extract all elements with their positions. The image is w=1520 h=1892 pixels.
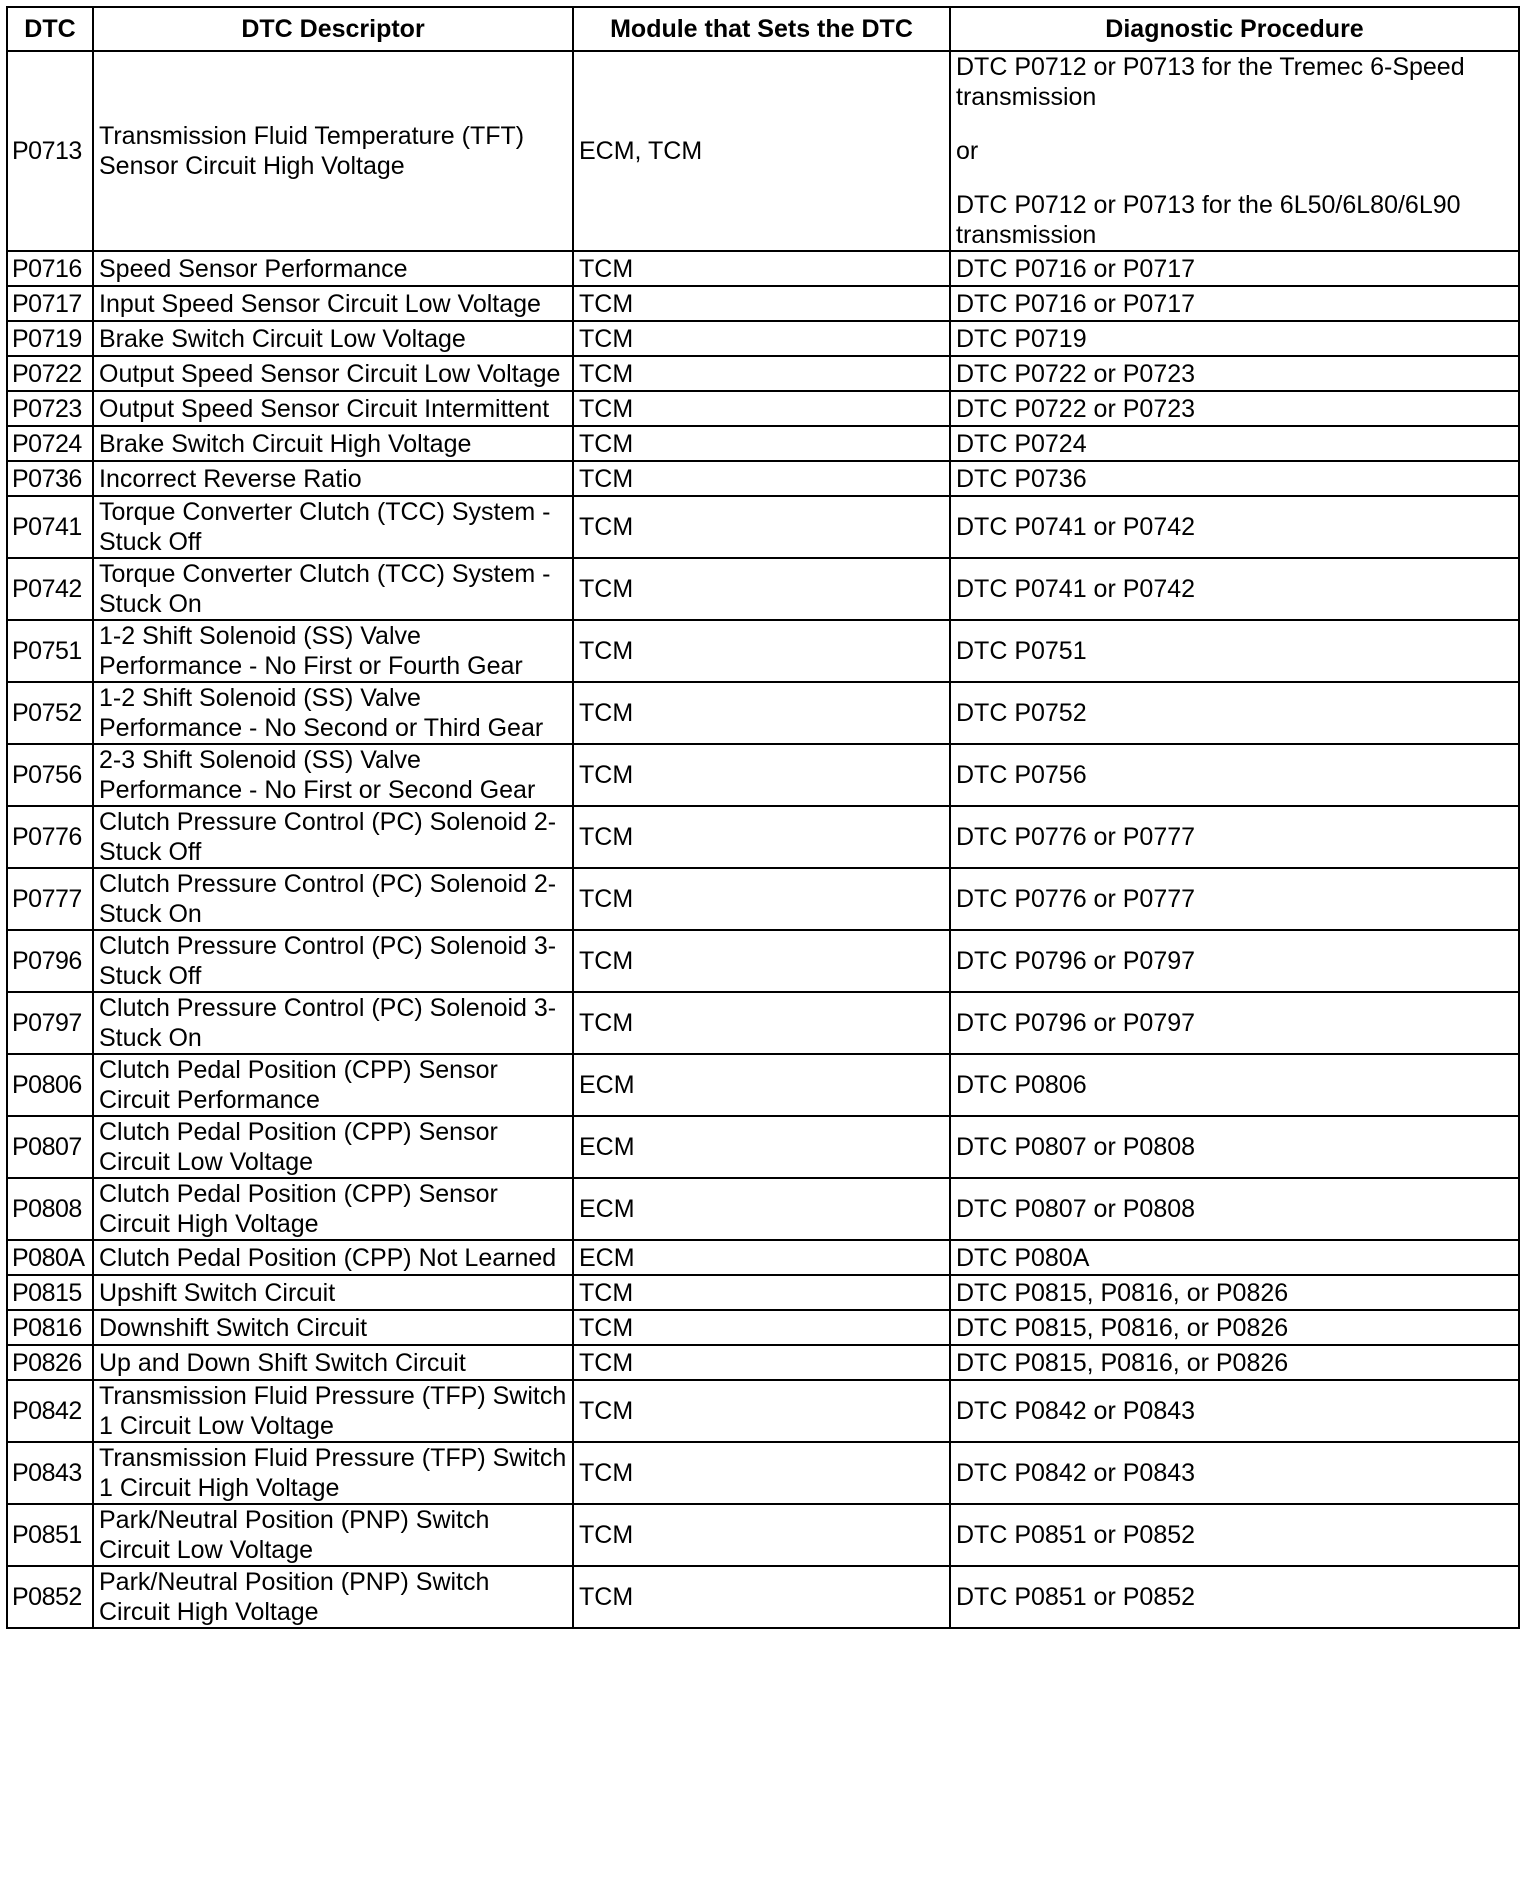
cell-procedure — [950, 744, 1519, 806]
cell-procedure — [950, 930, 1519, 992]
cell-dtc: P0741 — [7, 496, 93, 558]
table-row — [7, 1054, 1519, 1116]
cell-module: TCM — [573, 868, 950, 930]
cell-dtc: P0776 — [7, 806, 93, 868]
cell-descriptor: Input Speed Sensor Circuit Low Voltage — [93, 286, 573, 321]
table-row — [7, 461, 1519, 496]
cell-descriptor: Torque Converter Clutch (TCC) System - Stuck Off — [93, 496, 573, 558]
cell-descriptor: Downshift Switch Circuit — [93, 1310, 573, 1345]
procedure-text: DTC P0751 — [956, 637, 1087, 665]
cell-module: TCM — [573, 1566, 950, 1628]
table-row — [7, 620, 1519, 682]
cell-descriptor: Clutch Pressure Control (PC) Solenoid 2-Stuck Off — [93, 806, 573, 868]
cell-dtc: P0756 — [7, 744, 93, 806]
procedure-text: DTC P0752 — [956, 699, 1087, 727]
cell-module: TCM — [573, 426, 950, 461]
cell-descriptor: 1-2 Shift Solenoid (SS) Valve Performance - No First or Fourth Gear — [93, 620, 573, 682]
cell-procedure — [950, 620, 1519, 682]
cell-module: ECM — [573, 1178, 950, 1240]
cell-module: TCM — [573, 1275, 950, 1310]
table-row — [7, 1275, 1519, 1310]
procedure-text: DTC P0851 or P0852 — [956, 1583, 1196, 1611]
procedure-text: DTC P0842 or P0843 — [956, 1397, 1196, 1425]
table-row — [7, 391, 1519, 426]
cell-procedure — [950, 1275, 1519, 1310]
cell-dtc: P0852 — [7, 1566, 93, 1628]
cell-dtc: P0717 — [7, 286, 93, 321]
procedure-text: DTC P0719 — [956, 324, 1087, 353]
cell-descriptor: Upshift Switch Circuit — [93, 1275, 573, 1310]
cell-procedure — [950, 1566, 1519, 1628]
cell-descriptor: Park/Neutral Position (PNP) Switch Circuit Low Voltage — [93, 1504, 573, 1566]
cell-module: TCM — [573, 461, 950, 496]
cell-descriptor: Output Speed Sensor Circuit Low Voltage — [93, 356, 573, 391]
procedure-text: DTC P0716 or P0717 — [956, 254, 1196, 283]
header-row — [7, 7, 1519, 51]
table-row — [7, 1178, 1519, 1240]
table-row — [7, 251, 1519, 286]
table-row — [7, 356, 1519, 391]
cell-procedure — [950, 496, 1519, 558]
table-row — [7, 806, 1519, 868]
cell-module: TCM — [573, 744, 950, 806]
cell-module: TCM — [573, 321, 950, 356]
table-row — [7, 286, 1519, 321]
cell-procedure — [950, 1178, 1519, 1240]
cell-procedure — [950, 321, 1519, 356]
cell-dtc: P0843 — [7, 1442, 93, 1504]
table-row — [7, 1310, 1519, 1345]
cell-descriptor: Transmission Fluid Pressure (TFP) Switch 1 Circuit Low Voltage — [93, 1380, 573, 1442]
cell-dtc: P0796 — [7, 930, 93, 992]
cell-dtc: P0719 — [7, 321, 93, 356]
cell-dtc: P0722 — [7, 356, 93, 391]
cell-module: TCM — [573, 620, 950, 682]
table-row — [7, 992, 1519, 1054]
table-row — [7, 558, 1519, 620]
cell-dtc: P0797 — [7, 992, 93, 1054]
procedure-text: DTC P0722 or P0723 — [956, 359, 1196, 388]
cell-module: TCM — [573, 1345, 950, 1380]
table-body — [7, 51, 1519, 1628]
cell-dtc: P0816 — [7, 1310, 93, 1345]
header-descriptor: DTC Descriptor — [93, 7, 573, 51]
procedure-text: DTC P0796 or P0797 — [956, 1009, 1196, 1037]
cell-descriptor: 2-3 Shift Solenoid (SS) Valve Performance - No First or Second Gear — [93, 744, 573, 806]
cell-dtc: P0826 — [7, 1345, 93, 1380]
cell-descriptor: Brake Switch Circuit Low Voltage — [93, 321, 573, 356]
cell-procedure — [950, 426, 1519, 461]
cell-procedure — [950, 51, 1519, 251]
cell-dtc: P0752 — [7, 682, 93, 744]
cell-procedure — [950, 1380, 1519, 1442]
table-row — [7, 1345, 1519, 1380]
cell-module: TCM — [573, 391, 950, 426]
cell-dtc: P0806 — [7, 1054, 93, 1116]
procedure-text: DTC P0815, P0816, or P0826 — [956, 1278, 1289, 1307]
procedure-text: DTC P0712 or P0713 for the Tremec 6-Speed transmission — [956, 53, 1465, 111]
table-row — [7, 426, 1519, 461]
procedure-text: DTC P0815, P0816, or P0826 — [956, 1348, 1289, 1377]
procedure-text: DTC P0776 or P0777 — [956, 885, 1196, 913]
cell-module: ECM — [573, 1116, 950, 1178]
cell-module: TCM — [573, 1380, 950, 1442]
cell-procedure — [950, 1442, 1519, 1504]
table-row — [7, 930, 1519, 992]
header-dtc: DTC — [7, 7, 93, 51]
cell-module: TCM — [573, 1310, 950, 1345]
cell-module: TCM — [573, 992, 950, 1054]
cell-module: TCM — [573, 682, 950, 744]
cell-procedure — [950, 1240, 1519, 1275]
dtc-table-container — [6, 6, 1520, 1629]
cell-module: TCM — [573, 806, 950, 868]
table-row — [7, 1380, 1519, 1442]
procedure-text: DTC P0741 or P0742 — [956, 513, 1196, 541]
cell-descriptor: Output Speed Sensor Circuit Intermittent — [93, 391, 573, 426]
cell-dtc: P0742 — [7, 558, 93, 620]
cell-module: TCM — [573, 1442, 950, 1504]
table-row — [7, 496, 1519, 558]
procedure-text: DTC P0712 or P0713 for the 6L50/6L80/6L90 transmission — [956, 191, 1461, 249]
cell-descriptor: Clutch Pressure Control (PC) Solenoid 3-Stuck Off — [93, 930, 573, 992]
cell-descriptor: Clutch Pedal Position (CPP) Sensor Circuit Low Voltage — [93, 1116, 573, 1178]
procedure-text: DTC P0807 or P0808 — [956, 1133, 1196, 1161]
table-row — [7, 1566, 1519, 1628]
cell-dtc: P0723 — [7, 391, 93, 426]
cell-descriptor: Transmission Fluid Temperature (TFT) Sensor Circuit High Voltage — [93, 51, 573, 251]
cell-module: TCM — [573, 496, 950, 558]
cell-dtc: P0724 — [7, 426, 93, 461]
cell-procedure — [950, 286, 1519, 321]
table-row — [7, 868, 1519, 930]
procedure-text: DTC P0724 — [956, 429, 1087, 458]
cell-dtc: P0751 — [7, 620, 93, 682]
header-module: Module that Sets the DTC — [573, 7, 950, 51]
table-row — [7, 1116, 1519, 1178]
procedure-text: DTC P0842 or P0843 — [956, 1459, 1196, 1487]
procedure-text: DTC P0796 or P0797 — [956, 947, 1196, 975]
table-row — [7, 744, 1519, 806]
cell-dtc: P0736 — [7, 461, 93, 496]
cell-procedure — [950, 356, 1519, 391]
cell-dtc: P0807 — [7, 1116, 93, 1178]
procedure-text: DTC P0741 or P0742 — [956, 575, 1196, 603]
cell-descriptor: Clutch Pressure Control (PC) Solenoid 3-Stuck On — [93, 992, 573, 1054]
cell-dtc: P0842 — [7, 1380, 93, 1442]
cell-descriptor: Torque Converter Clutch (TCC) System - Stuck On — [93, 558, 573, 620]
cell-module: TCM — [573, 251, 950, 286]
header-procedure: Diagnostic Procedure — [950, 7, 1519, 51]
table-row — [7, 1240, 1519, 1275]
cell-procedure — [950, 461, 1519, 496]
procedure-text: DTC P080A — [956, 1243, 1090, 1272]
cell-module: ECM — [573, 1054, 950, 1116]
cell-descriptor: Clutch Pedal Position (CPP) Sensor Circuit High Voltage — [93, 1178, 573, 1240]
cell-dtc: P0815 — [7, 1275, 93, 1310]
procedure-text: DTC P0736 — [956, 464, 1087, 493]
cell-procedure — [950, 1116, 1519, 1178]
cell-descriptor: Speed Sensor Performance — [93, 251, 573, 286]
procedure-text: DTC P0815, P0816, or P0826 — [956, 1313, 1289, 1342]
cell-procedure — [950, 1345, 1519, 1380]
cell-procedure — [950, 868, 1519, 930]
cell-dtc: P0713 — [7, 51, 93, 251]
cell-dtc: P0808 — [7, 1178, 93, 1240]
table-row — [7, 1442, 1519, 1504]
cell-descriptor: Clutch Pedal Position (CPP) Sensor Circuit Performance — [93, 1054, 573, 1116]
cell-procedure — [950, 1504, 1519, 1566]
cell-procedure — [950, 992, 1519, 1054]
procedure-text: DTC P0776 or P0777 — [956, 823, 1196, 851]
cell-procedure — [950, 391, 1519, 426]
cell-dtc: P0777 — [7, 868, 93, 930]
table-row — [7, 682, 1519, 744]
procedure-text: DTC P0756 — [956, 761, 1087, 789]
cell-descriptor: Transmission Fluid Pressure (TFP) Switch 1 Circuit High Voltage — [93, 1442, 573, 1504]
cell-module: ECM, TCM — [573, 51, 950, 251]
dtc-table — [6, 6, 1520, 1629]
cell-dtc: P080A — [7, 1240, 93, 1275]
cell-procedure — [950, 1054, 1519, 1116]
procedure-text: DTC P0722 or P0723 — [956, 394, 1196, 423]
procedure-text: DTC P0806 — [956, 1071, 1087, 1099]
cell-procedure — [950, 558, 1519, 620]
cell-module: TCM — [573, 356, 950, 391]
cell-procedure — [950, 1310, 1519, 1345]
procedure-text: or — [956, 137, 979, 165]
procedure-text: DTC P0851 or P0852 — [956, 1521, 1196, 1549]
cell-procedure — [950, 251, 1519, 286]
cell-module: TCM — [573, 558, 950, 620]
cell-descriptor: Park/Neutral Position (PNP) Switch Circuit High Voltage — [93, 1566, 573, 1628]
cell-descriptor: Clutch Pressure Control (PC) Solenoid 2-Stuck On — [93, 868, 573, 930]
cell-dtc: P0716 — [7, 251, 93, 286]
cell-module: TCM — [573, 286, 950, 321]
table-row — [7, 1504, 1519, 1566]
cell-dtc: P0851 — [7, 1504, 93, 1566]
cell-descriptor: 1-2 Shift Solenoid (SS) Valve Performance - No Second or Third Gear — [93, 682, 573, 744]
table-row — [7, 51, 1519, 251]
cell-procedure — [950, 806, 1519, 868]
procedure-text: DTC P0807 or P0808 — [956, 1195, 1196, 1223]
cell-descriptor: Clutch Pedal Position (CPP) Not Learned — [93, 1240, 573, 1275]
cell-descriptor: Incorrect Reverse Ratio — [93, 461, 573, 496]
cell-descriptor: Up and Down Shift Switch Circuit — [93, 1345, 573, 1380]
cell-module: ECM — [573, 1240, 950, 1275]
table-row — [7, 321, 1519, 356]
cell-module: TCM — [573, 930, 950, 992]
cell-descriptor: Brake Switch Circuit High Voltage — [93, 426, 573, 461]
procedure-text: DTC P0716 or P0717 — [956, 289, 1196, 318]
cell-module: TCM — [573, 1504, 950, 1566]
cell-procedure — [950, 682, 1519, 744]
